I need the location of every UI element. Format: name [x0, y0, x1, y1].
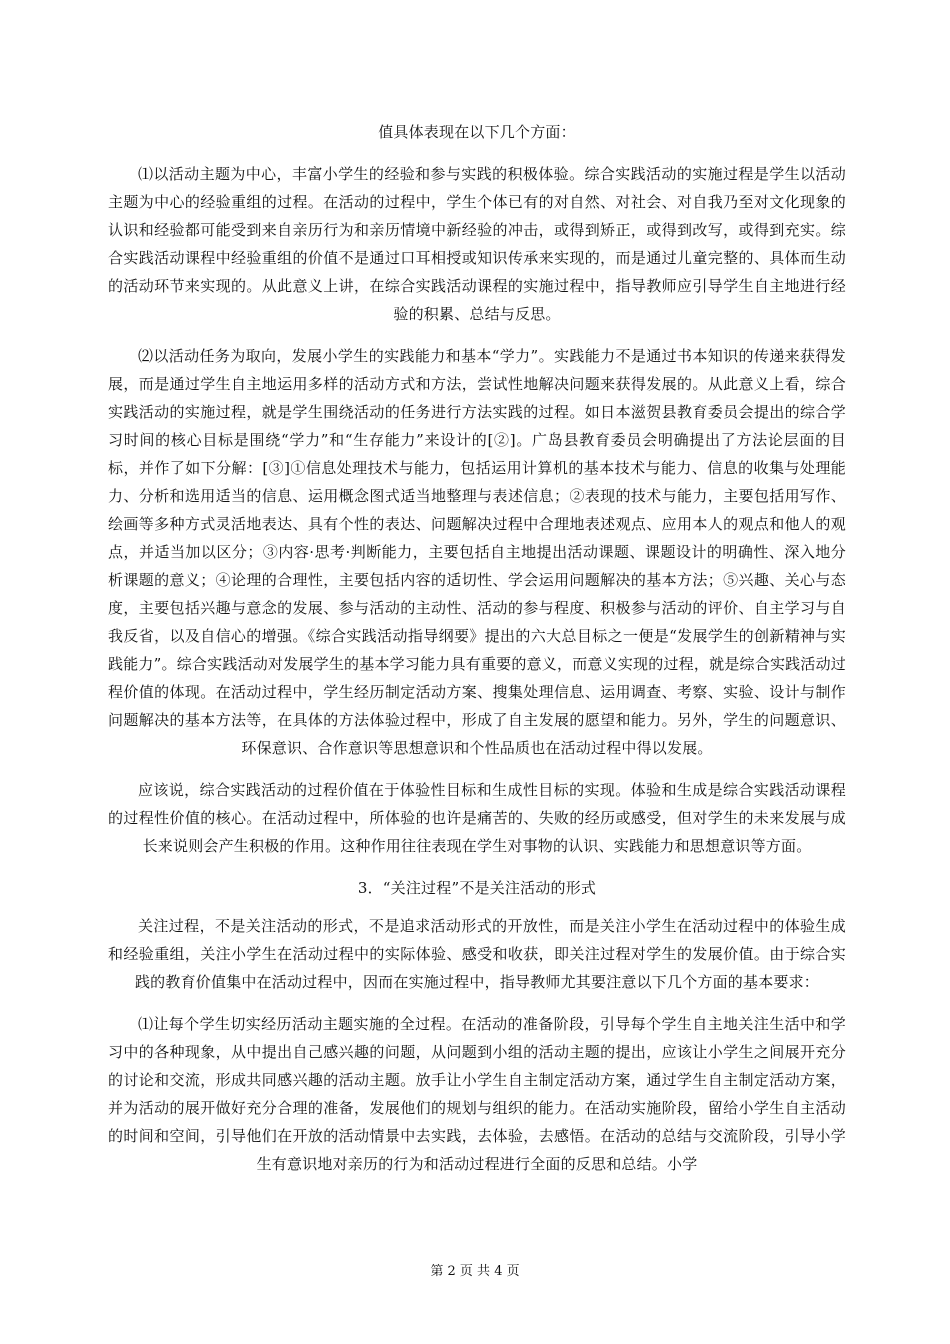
- paragraph-summary: 应该说，综合实践活动的过程价值在于体验性目标和生成性目标的实现。体验和生成是综合实践活动课程的过程性价值的核心。在活动过程中，所体验的也许是痛苦的、失败的经历或感受，但对学生的未来发展与成长来说则会产生积极的作用。这种作用往往表现在学生对事物的认识、实践能力和思想意识等方面。: [108, 781, 846, 855]
- paragraph-item-1: ⑴以活动主题为中心，丰富小学生的经验和参与实践的积极体验。综合实践活动的实施过程是学生以活动主题为中心的经验重组的过程。在活动的过程中，学生个体已有的对自然、对社会、对自我乃至对文化现象的认识和经验都可能受到来自亲历行为和亲历情境中新经验的冲击，或得到矫正，或得到改写，或得到充实。综合实践活动课程中经验重组的价值不是通过口耳相授或知识传承来实现的，而是通过儿童完整的、具体而生动的活动环节来实现的。从此意义上讲，在综合实践活动课程的实施过程中，指导教师应引导学生自主地进行经验的积累、总结与反思。: [108, 165, 846, 323]
- page-body: [108, 118, 846, 1178]
- paragraph-item-2: ⑵以活动任务为取向，发展小学生的实践能力和基本“学力”。实践能力不是通过书本知识的传递来获得发展，而是通过学生自主地运用多样的活动方式和方法，尝试性地解决问题来获得发展的。从此意义上看，综合实践活动的实施过程，就是学生围绕活动的任务进行方法实践的过程。如日本滋贺县教育委员会提出的综合学习时间的核心目标是围绕“学力”和“生存能力”来设计的[②]。广岛县教育委员会明确提出了方法论层面的目标，并作了如下分解：[③]①信息处理技术与能力，包括运用计算机的基本技术与能力、信息的收集与处理能力、分析和选用适当的信息、运用概念图式适当地整理与表述信息；②表现的技术与能力，主要包括用写作、绘画等多种方式灵活地表达、具有个性的表达、问题解决过程中合理地表述观点、应用本人的观点和他人的观点，并适当加以区分；③内容·思考·判断能力，主要包括自主地提出活动课题、课题设计的明确性、深入地分析课题的意义；④论理的合理性，主要包括内容的适切性、学会运用问题解决的基本方法；⑤兴趣、关心与态度，主要包括兴趣与意念的发展、参与活动的主动性、活动的参与程度、积极参与活动的评价、自主学习与自我反省，以及自信心的增强。《综合实践活动指导纲要》提出的六大总目标之一便是“发展学生的创新精神与实践能力”。综合实践活动对发展学生的基本学习能力具有重要的意义，而意义实现的过程，就是综合实践活动过程价值的体现。在活动过程中，学生经历制定活动方案、搜集处理信息、运用调查、考察、实验、设计与制作问题解决的基本方法等，在具体的方法体验过程中，形成了自主发展的愿望和能力。另外，学生的问题意识、环保意识、合作意识等思想意识和个性品质也在活动过程中得以发展。: [108, 347, 846, 757]
- paragraph-section-3-intro: 关注过程，不是关注活动的形式，不是追求活动形式的开放性，而是关注小学生在活动过程中的体验生成和经验重组，关注小学生在活动过程中的实际体验、感受和收获，即关注过程对学生的发展价值。由于综合实践的教育价值集中在活动过程中，因而在实施过程中，指导教师尤其要注意以下几个方面的基本要求：: [108, 917, 846, 991]
- page-number-label: 第 2 页 共 4 页: [430, 1264, 520, 1279]
- paragraph-intro-line: 值具体表现在以下几个方面：: [378, 123, 576, 141]
- section-heading-3: 3．“关注过程”不是关注活动的形式: [357, 879, 597, 897]
- paragraph-requirement-1: ⑴让每个学生切实经历活动主题实施的全过程。在活动的准备阶段，引导每个学生自主地关注生活中和学习中的各种现象，从中提出自己感兴趣的问题，从问题到小组的活动主题的提出，应该让小学生之间展开充分的讨论和交流，形成共同感兴趣的活动主题。放手让小学生自主制定活动方案，通过学生自主制定活动方案，并为活动的展开做好充分合理的准备，发展他们的规划与组织的能力。在活动实施阶段，留给小学生自主活动的时间和空间，引导他们在开放的活动情景中去实践，去体验，去感悟。在活动的总结与交流阶段，引导小学生有意识地对亲历的行为和活动过程进行全面的反思和总结。小学: [108, 1015, 846, 1173]
- page-footer: [0, 1263, 950, 1281]
